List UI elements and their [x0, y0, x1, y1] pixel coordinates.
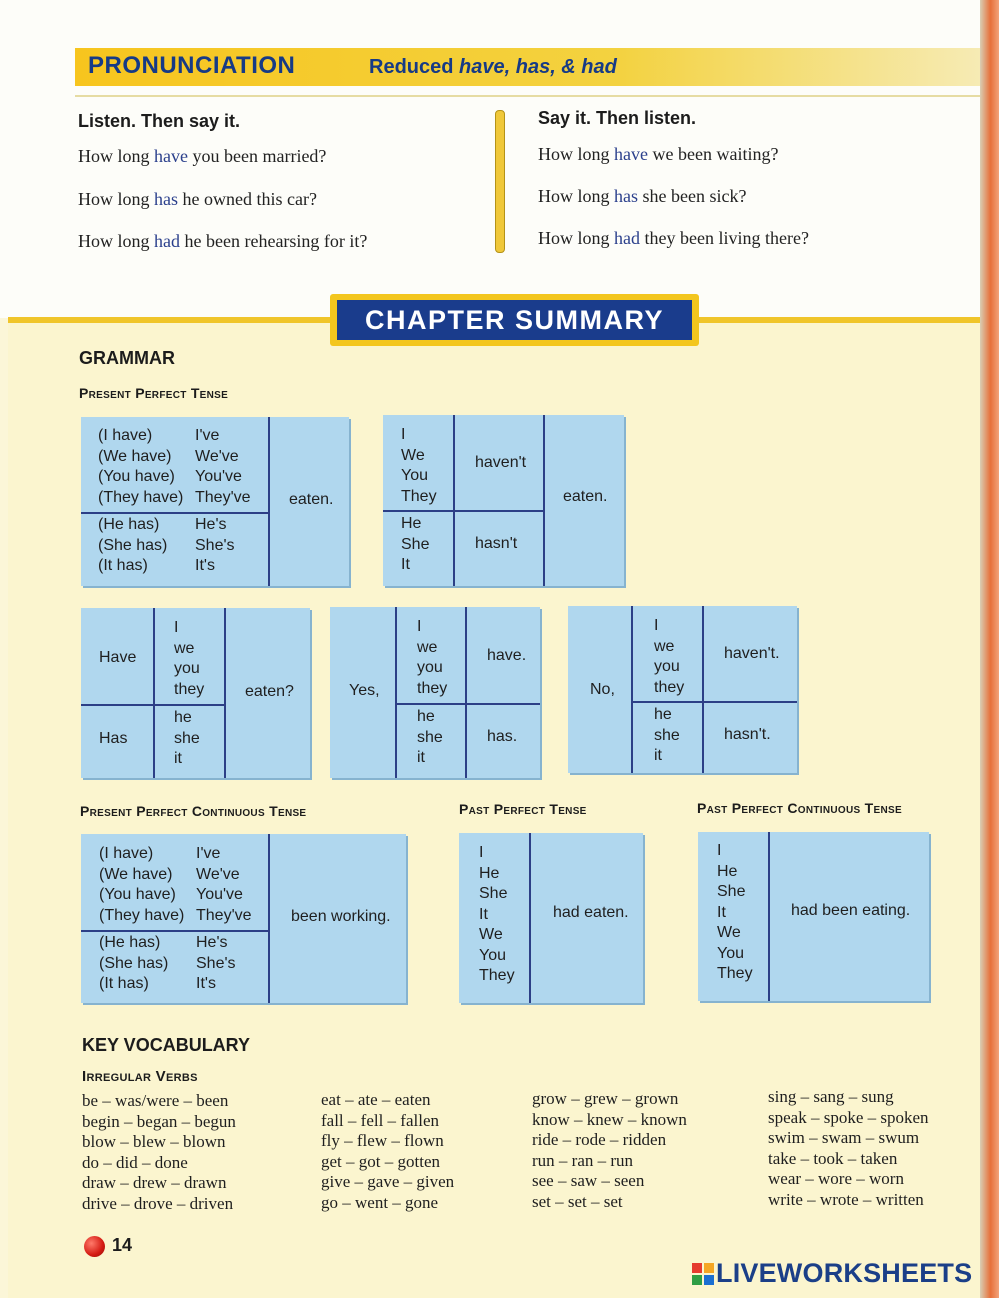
present-perfect-negative-table: [383, 415, 624, 586]
divider: [75, 95, 980, 97]
aux-singular: hasn't: [475, 535, 518, 552]
vocab-item: give – gave – given: [321, 1172, 455, 1192]
aux-plural: have.: [487, 647, 527, 664]
pron-sentence: How long had they been living there?: [538, 228, 809, 248]
present-perfect-question-table: [81, 608, 310, 778]
table-line: [631, 606, 633, 773]
pron-sentence: How long had he been rehearsing for it?: [78, 231, 368, 251]
subjects-plural: I We You They: [401, 426, 437, 505]
pronunciation-subtitle: Reduced have, has, & had: [369, 56, 617, 78]
table-line: [81, 930, 268, 932]
aux-plural: Have: [99, 649, 137, 666]
subjects: I He She It We You They: [717, 842, 753, 982]
grammar-heading: GRAMMAR: [79, 348, 175, 368]
aux-singular: has.: [487, 728, 518, 745]
vocab-item: go – went – gone: [321, 1192, 439, 1212]
verb-cell: been working.: [291, 908, 391, 925]
vocab-item: drive – drove – driven: [82, 1193, 234, 1213]
table-line: [268, 417, 270, 586]
past-perfect-continuous-table: [698, 832, 929, 1001]
verb-cell: had eaten.: [553, 904, 629, 921]
present-perfect-label: Present Perfect Tense: [79, 385, 229, 401]
verb-cell: had been eating.: [791, 902, 911, 919]
present-perfect-continuous-label: Present Perfect Continuous Tense: [80, 803, 307, 819]
no-word: No,: [590, 681, 615, 698]
table-line: [768, 832, 770, 1001]
vocab-column: [82, 1091, 236, 1215]
irregular-verbs-label: Irregular Verbs: [82, 1068, 198, 1085]
aux-singular: hasn't.: [724, 726, 771, 743]
vocab-item: ride – rode – ridden: [532, 1130, 667, 1150]
subjects-plural: I we you they: [174, 619, 205, 698]
page-number: 14: [112, 1235, 133, 1255]
say-heading: Say it. Then listen.: [538, 108, 697, 128]
vocab-item: grow – grew – grown: [532, 1089, 679, 1108]
vocab-item: fall – fell – fallen: [321, 1110, 440, 1130]
full-form-singular: (He has) (She has) (It has): [99, 934, 169, 992]
contraction-plural: I've We've You've They've: [196, 845, 252, 924]
subjects-singular: he she it: [174, 709, 200, 767]
aux-plural: haven't.: [724, 645, 780, 662]
vocab-item: set – set – set: [532, 1191, 623, 1211]
verb-cell: eaten?: [245, 683, 294, 700]
table-line: [529, 833, 531, 1003]
listen-heading: Listen. Then say it.: [78, 111, 241, 131]
table-line: [395, 703, 540, 705]
past-perfect-label: Past Perfect Tense: [459, 801, 587, 817]
watermark-text: LIVEWORKSHEETS: [716, 1258, 973, 1288]
vocab-item: do – did – done: [82, 1152, 188, 1172]
table-line: [153, 608, 155, 778]
vocab-item: eat – ate – eaten: [321, 1090, 431, 1109]
verb-cell: eaten.: [563, 488, 608, 505]
book-edge: [980, 0, 999, 1298]
full-form-plural: (I have) (We have) (You have) (They have): [98, 427, 184, 506]
vocab-item: speak – spoke – spoken: [768, 1107, 929, 1127]
vocab-item: wear – wore – worn: [768, 1169, 904, 1189]
table-line: [224, 608, 226, 778]
page-bullet-icon: [84, 1236, 105, 1257]
vocab-item: know – knew – known: [532, 1109, 687, 1129]
table-line: [702, 606, 704, 773]
table-line: [81, 512, 268, 514]
pron-sentence: How long has she been sick?: [538, 186, 747, 206]
vocab-item: draw – drew – drawn: [82, 1173, 227, 1193]
contraction-plural: I've We've You've They've: [195, 427, 251, 506]
past-perfect-continuous-label: Past Perfect Continuous Tense: [697, 800, 902, 816]
subjects-plural: I we you they: [654, 617, 685, 696]
full-form-singular: (He has) (She has) (It has): [98, 516, 168, 574]
vocab-item: get – got – gotten: [321, 1151, 440, 1171]
yes-word: Yes,: [349, 682, 380, 699]
table-line: [631, 701, 797, 703]
vocab-item: run – ran – run: [532, 1150, 634, 1170]
pron-sentence: How long have we been waiting?: [538, 144, 779, 164]
table-line: [81, 704, 224, 706]
verb-cell: eaten.: [289, 491, 334, 508]
vocab-item: fly – flew – flown: [321, 1131, 444, 1151]
vocab-item: blow – blew – blown: [82, 1132, 226, 1152]
table-line: [383, 510, 543, 512]
subjects: I He She It We You They: [479, 844, 515, 984]
table-line: [543, 415, 545, 586]
table-line: [395, 607, 397, 778]
vocab-column: [321, 1090, 454, 1214]
vocab-item: take – took – taken: [768, 1148, 898, 1168]
full-form-plural: (I have) (We have) (You have) (They have): [99, 845, 185, 924]
table-line: [268, 834, 270, 1003]
chapter-summary-title: CHAPTER SUMMARY: [337, 300, 692, 340]
vocab-column: [532, 1089, 687, 1213]
vocab-item: be – was/were – been: [82, 1091, 229, 1110]
pronunciation-title: PRONUNCIATION: [88, 52, 296, 79]
vocab-item: see – saw – seen: [532, 1171, 645, 1191]
present-perfect-continuous-table: [81, 834, 406, 1003]
subjects-singular: He She It: [401, 515, 430, 573]
subjects-plural: I we you they: [417, 618, 448, 697]
liveworksheets-logo-icon: [692, 1263, 714, 1285]
vocab-column: [768, 1087, 929, 1211]
aux-plural: haven't: [475, 454, 527, 471]
vocab-item: write – wrote – written: [768, 1189, 924, 1209]
table-line: [453, 415, 455, 586]
present-perfect-affirmative-table: [81, 417, 349, 586]
pron-sentence: How long has he owned this car?: [78, 189, 317, 209]
past-perfect-table: [459, 833, 643, 1003]
vocab-item: swim – swam – swum: [768, 1128, 920, 1148]
vocab-item: sing – sang – sung: [768, 1087, 894, 1106]
column-divider: [495, 110, 505, 253]
subjects-singular: he she it: [654, 706, 680, 764]
contraction-singular: He's She's It's: [195, 516, 235, 574]
aux-singular: Has: [99, 730, 128, 747]
subjects-singular: he she it: [417, 708, 443, 766]
short-answer-no-table: [568, 606, 797, 773]
table-line: [465, 607, 467, 778]
pron-sentence: How long have you been married?: [78, 146, 327, 166]
short-answer-yes-table: [330, 607, 540, 778]
vocab-item: begin – began – begun: [82, 1111, 236, 1131]
contraction-singular: He's She's It's: [196, 934, 236, 992]
key-vocabulary-heading: KEY VOCABULARY: [82, 1035, 251, 1055]
